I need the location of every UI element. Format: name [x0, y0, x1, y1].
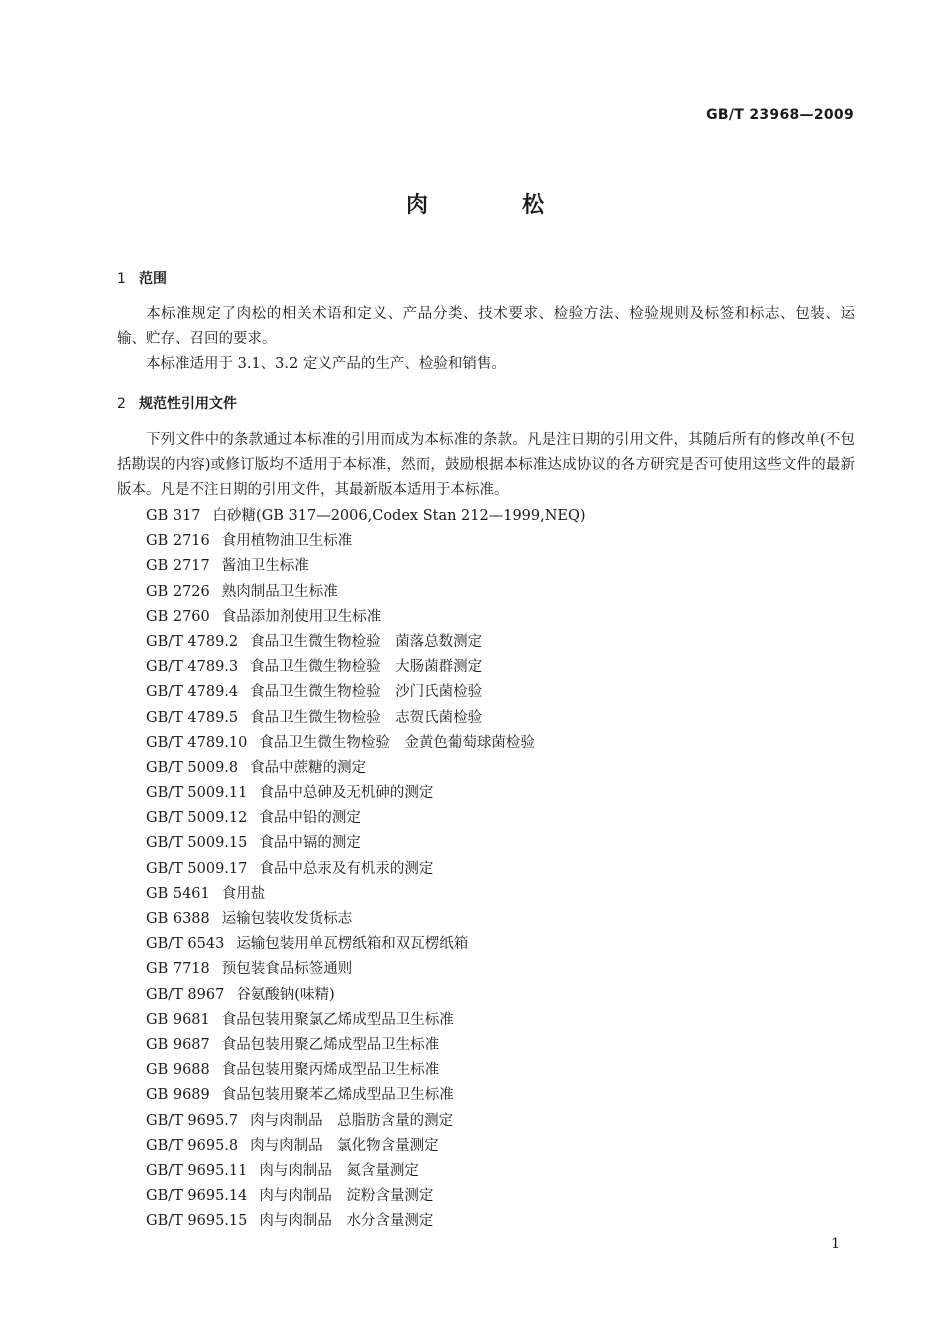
- reference-title: 食品中铅的测定: [259, 810, 361, 827]
- reference-code: GB/T 4789.10: [146, 734, 248, 751]
- reference-title: 食品包装用聚丙烯成型品卫生标准: [221, 1062, 440, 1079]
- reference-title: 运输包装用单瓦楞纸箱和双瓦楞纸箱: [236, 936, 469, 953]
- reference-code: GB 6388: [146, 911, 210, 927]
- reference-item: [146, 731, 586, 756]
- section-number: 2: [117, 396, 126, 412]
- scope-paragraph-1: 本标准规定了肉松的相关术语和定义、产品分类、技术要求、检验方法、检验规则及标签和标志、包装、运输、贮存、召回的要求。: [117, 306, 855, 347]
- reference-code: GB 7718: [146, 961, 210, 978]
- reference-item: [146, 630, 586, 655]
- reference-item: [146, 680, 586, 705]
- reference-code: GB/T 5009.17: [146, 860, 248, 877]
- reference-item: [146, 756, 586, 781]
- reference-item: [146, 706, 586, 731]
- reference-title: 肉与肉制品 氮含量测定: [259, 1162, 419, 1179]
- document-title: 肉 松: [405, 193, 580, 218]
- reference-code: GB 9687: [146, 1036, 210, 1053]
- reference-code: GB/T 9695.8: [146, 1137, 239, 1154]
- reference-code: GB/T 9695.11: [146, 1162, 248, 1179]
- reference-item: [146, 1083, 586, 1108]
- references-intro-paragraph: 下列文件中的条款通过本标准的引用而成为本标准的条款。凡是注日期的引用文件，其随后所有的修改单(不包括勘误的内容)或修订版均不适用于本标准，然而，鼓励根据本标准达成协议的各方研究是否可使用这些文件的最新版本。凡是不注日期的引用文件，其最新版本适用于本标准。: [117, 432, 855, 498]
- reference-code: GB 2717: [146, 558, 210, 575]
- section-heading-normative-references: [117, 393, 237, 413]
- reference-item: [146, 1184, 586, 1209]
- reference-code: GB 9689: [146, 1087, 210, 1104]
- reference-item: [146, 957, 586, 982]
- section-title: 范围: [139, 271, 167, 287]
- reference-title: 肉与肉制品 水分含量测定: [259, 1213, 434, 1230]
- reference-title: 食品包装用聚苯乙烯成型品卫生标准: [221, 1087, 454, 1104]
- reference-title: 食用植物油卫生标准: [221, 533, 353, 550]
- reference-code: GB 2726: [146, 583, 210, 600]
- reference-code: GB/T 4789.3: [146, 659, 239, 676]
- reference-item: [146, 1109, 586, 1134]
- reference-code: GB 5461: [146, 885, 210, 902]
- section-heading-scope: [117, 268, 167, 288]
- reference-item: [146, 983, 586, 1008]
- reference-code: GB/T 4789.4: [146, 684, 239, 701]
- reference-title: 食品添加剂使用卫生标准: [221, 608, 382, 625]
- reference-item: [146, 655, 586, 680]
- reference-title: 食品中蔗糖的测定: [250, 759, 367, 776]
- reference-list: [146, 504, 586, 1234]
- reference-title: 肉与肉制品 氯化物含量测定: [250, 1137, 439, 1154]
- reference-item: [146, 932, 586, 957]
- reference-item: [146, 882, 586, 907]
- reference-title: 食品包装用聚氯乙烯成型品卫生标准: [221, 1011, 454, 1028]
- reference-title: 熟肉制品卫生标准: [221, 583, 338, 600]
- page-number: 1: [831, 1236, 840, 1252]
- reference-code: GB 317: [146, 508, 201, 524]
- reference-code: GB/T 5009.12: [146, 810, 248, 827]
- reference-item: [146, 1134, 586, 1159]
- reference-item: [146, 1159, 586, 1184]
- reference-item: [146, 529, 586, 554]
- reference-code: GB/T 5009.8: [146, 759, 239, 776]
- reference-item: [146, 831, 586, 856]
- reference-title: 食品中镉的测定: [259, 835, 361, 852]
- reference-code: GB/T 5009.15: [146, 835, 248, 852]
- reference-title: 食品卫生微生物检验 大肠菌群测定: [250, 659, 483, 676]
- reference-title: 预包装食品标签通则: [221, 961, 353, 978]
- reference-item: [146, 605, 586, 630]
- reference-item: [146, 1008, 586, 1033]
- reference-code: GB/T 4789.5: [146, 709, 239, 726]
- reference-item: [146, 1033, 586, 1058]
- standard-code: GB/T 23968—2009: [706, 107, 854, 123]
- reference-item: [146, 1058, 586, 1083]
- reference-title: 肉与肉制品 淀粉含量测定: [259, 1188, 434, 1205]
- reference-title: 食品卫生微生物检验 沙门氏菌检验: [250, 684, 483, 701]
- reference-item: [146, 857, 586, 882]
- scope-paragraph-2: 本标准适用于 3.1、3.2 定义产品的生产、检验和销售。: [146, 356, 506, 372]
- reference-title: 食用盐: [221, 885, 266, 902]
- reference-code: GB 9681: [146, 1011, 210, 1028]
- reference-title: 食品卫生微生物检验 志贺氏菌检验: [250, 709, 483, 726]
- reference-title: 食品包装用聚乙烯成型品卫生标准: [221, 1036, 440, 1053]
- reference-title: 食品中总砷及无机砷的测定: [259, 785, 434, 802]
- section-title: 规范性引用文件: [139, 396, 237, 412]
- reference-item: [146, 806, 586, 831]
- reference-title: 白砂糖(GB 317—2006,Codex Stan 212—1999,NEQ): [212, 508, 586, 524]
- reference-code: GB/T 9695.7: [146, 1112, 239, 1129]
- reference-item: [146, 1209, 586, 1234]
- reference-item: [146, 504, 586, 529]
- reference-title: 肉与肉制品 总脂肪含量的测定: [250, 1112, 454, 1129]
- reference-title: 酱油卫生标准: [221, 558, 309, 575]
- reference-title: 食品卫生微生物检验 菌落总数测定: [250, 633, 483, 650]
- reference-code: GB 2760: [146, 608, 210, 625]
- reference-code: GB 2716: [146, 533, 210, 550]
- reference-code: GB 9688: [146, 1062, 210, 1079]
- reference-code: GB/T 9695.15: [146, 1213, 248, 1230]
- reference-item: [146, 554, 586, 579]
- reference-item: [146, 781, 586, 806]
- reference-title: 食品卫生微生物检验 金黄色葡萄球菌检验: [259, 734, 535, 751]
- reference-title: 运输包装收发货标志: [221, 911, 353, 927]
- reference-code: GB/T 4789.2: [146, 633, 239, 650]
- reference-item: [146, 580, 586, 605]
- section-number: 1: [117, 271, 126, 287]
- reference-item: [146, 907, 586, 932]
- reference-title: 谷氨酸钠(味精): [236, 986, 335, 1003]
- reference-code: GB/T 6543: [146, 936, 225, 953]
- reference-code: GB/T 5009.11: [146, 785, 248, 802]
- reference-title: 食品中总汞及有机汞的测定: [259, 860, 434, 877]
- reference-code: GB/T 9695.14: [146, 1188, 248, 1205]
- reference-code: GB/T 8967: [146, 986, 225, 1003]
